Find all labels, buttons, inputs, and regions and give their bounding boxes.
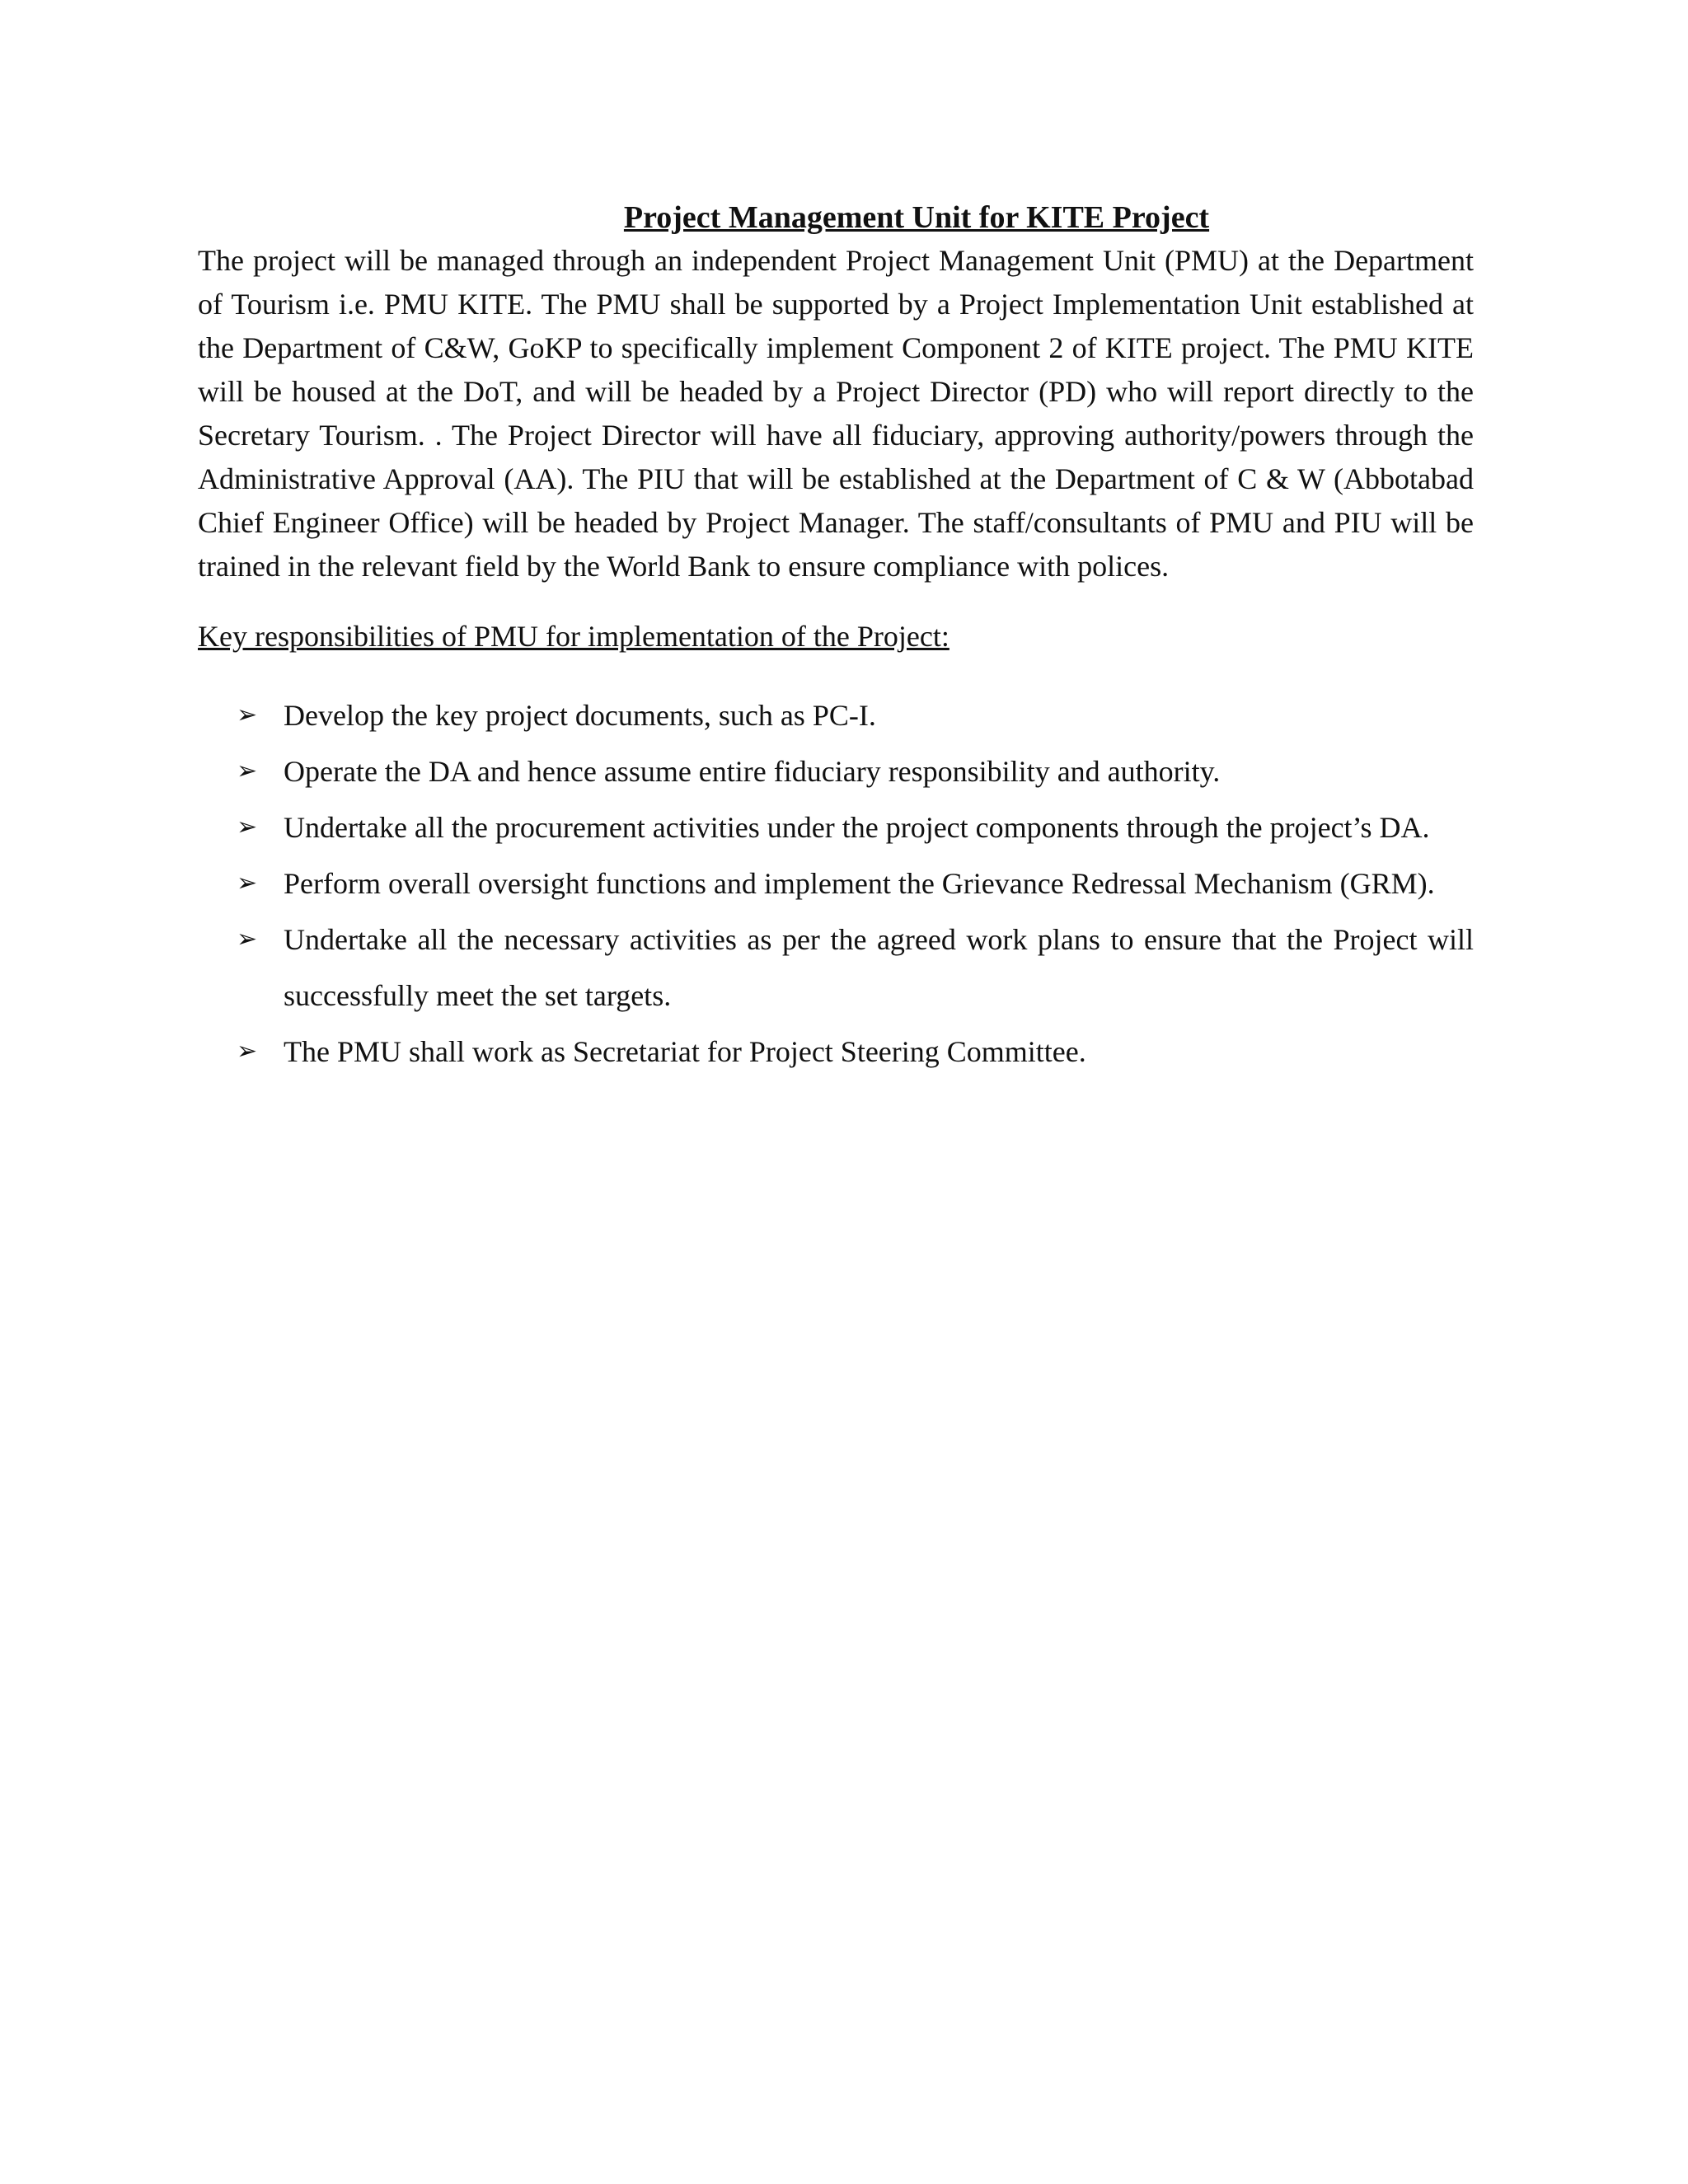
list-item-text: Develop the key project documents, such as PC-I. — [284, 699, 876, 732]
arrowhead-bullet-icon: ➢ — [237, 757, 258, 785]
list-item — [198, 743, 1474, 799]
list-item — [198, 912, 1474, 1024]
list-item — [198, 855, 1474, 912]
arrowhead-bullet-icon: ➢ — [237, 701, 258, 729]
document-page — [198, 196, 1474, 1080]
arrowhead-bullet-icon: ➢ — [237, 869, 258, 898]
arrowhead-bullet-icon: ➢ — [237, 1037, 258, 1066]
document-title: Project Management Unit for KITE Project — [623, 200, 1210, 235]
list-item-text: Undertake all the procurement activities under the project components through the project’s DA. — [284, 811, 1430, 844]
arrowhead-bullet-icon: ➢ — [237, 813, 258, 841]
responsibilities-list — [198, 687, 1474, 1080]
list-item-text: The PMU shall work as Secretariat for Project Steering Committee. — [284, 1035, 1086, 1068]
list-item-text: Undertake all the necessary activities as per the agreed work plans to ensure that the Project will successfully meet the set targets. — [284, 923, 1474, 1012]
list-item-text: Perform overall oversight functions and implement the Grievance Redressal Mechanism (GRM). — [284, 867, 1435, 900]
list-item — [198, 687, 1474, 743]
responsibilities-heading: Key responsibilities of PMU for implementation of the Project: — [198, 620, 950, 653]
intro-paragraph: The project will be managed through an independent Project Management Unit (PMU) at the Department of Tourism i.e. PMU KITE. The PMU shall be supported by a Project Implementation Unit established at the Department of C&W, GoKP to specifically implement Component 2 of KITE project. The PMU KITE will be housed at the DoT, and will be headed by a Project Director (PD) who will report directly to the Secretary Tourism. . The Project Director will have all fiduciary, approving authority/powers through the Administrative Approval (AA). The PIU that will be established at the Department of C & W (Abbotabad Chief Engineer Office) will be headed by Project Manager. The staff/consultants of PMU and PIU will be trained in the relevant field by the World Bank to ensure compliance with polices. — [198, 244, 1474, 583]
list-item — [198, 799, 1474, 855]
arrowhead-bullet-icon: ➢ — [237, 925, 258, 954]
list-item — [198, 1024, 1474, 1080]
list-item-text: Operate the DA and hence assume entire fiduciary responsibility and authority. — [284, 755, 1221, 788]
